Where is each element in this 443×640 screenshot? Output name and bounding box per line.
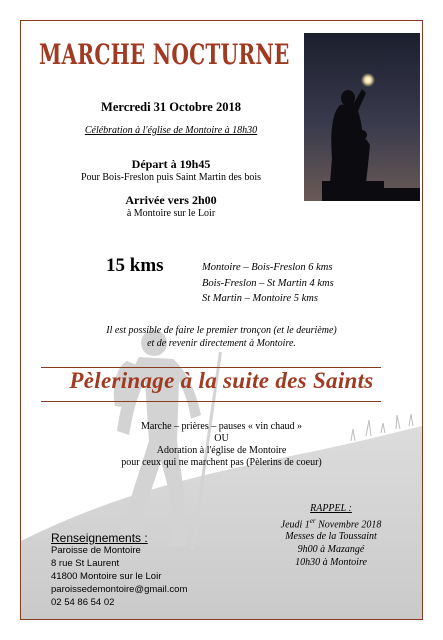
celebration-line: Célébration à l'église de Montoire à 18h30 (84, 125, 258, 136)
distance-total: 15 kms (106, 255, 164, 276)
arrivee-detail: à Montoire sur le Loir (126, 208, 216, 219)
contact-heading: Renseignements : (51, 531, 148, 545)
activity-line: Adoration à l'église de Montoire (156, 445, 287, 456)
note-line: Il est possible de faire le premier tronçon (et le deurième) (106, 325, 337, 336)
rappel-date: Jeudi 1er Novembre 2018 (280, 517, 382, 531)
poster-frame (20, 20, 423, 620)
contact-line: 41800 Montoire sur le Loir (51, 571, 162, 582)
rappel-heading: RAPPEL : (310, 503, 352, 514)
route-leg: Montoire – Bois-Freslon 6 kms (202, 262, 333, 273)
rappel-line: 10h30 à Montoire (295, 557, 367, 568)
activity-line: Marche – prières – pauses « vin chaud » (140, 421, 303, 432)
rappel-line: Messes de la Toussaint (285, 531, 377, 542)
depart-detail: Pour Bois-Freslon puis Saint Martin des bois (80, 172, 261, 183)
pelerinage-subtitle: Pèlerinage à la suite des Saints (69, 368, 374, 393)
depart-label: Départ à 19h45 (131, 157, 211, 171)
contact-email[interactable]: paroissedemontoire@gmail.com (51, 584, 188, 595)
night-statue-photo (304, 33, 420, 201)
activity-line: pour ceux qui ne marchent pas (Pèlerins de coeur) (121, 457, 322, 468)
rappel-line: 9h00 à Mazangé (297, 544, 365, 555)
contact-line: 8 rue St Laurent (51, 558, 120, 569)
event-date: Mercredi 31 Octobre 2018 (101, 100, 241, 114)
contact-phone: 02 54 86 54 02 (51, 597, 115, 608)
activity-line: OU (214, 433, 229, 444)
divider-bottom (41, 401, 381, 402)
poster-title: MARCHE NOCTURNE (39, 38, 290, 71)
contact-line: Paroisse de Montoire (51, 545, 141, 556)
route-leg: Bois-Freslon – St Martin 4 kms (202, 278, 334, 289)
arrivee-label: Arrivée vers 2h00 (125, 193, 217, 207)
route-leg: St Martin – Montoire 5 kms (202, 293, 318, 304)
note-line: et de revenir directement à Montoire. (147, 338, 296, 349)
